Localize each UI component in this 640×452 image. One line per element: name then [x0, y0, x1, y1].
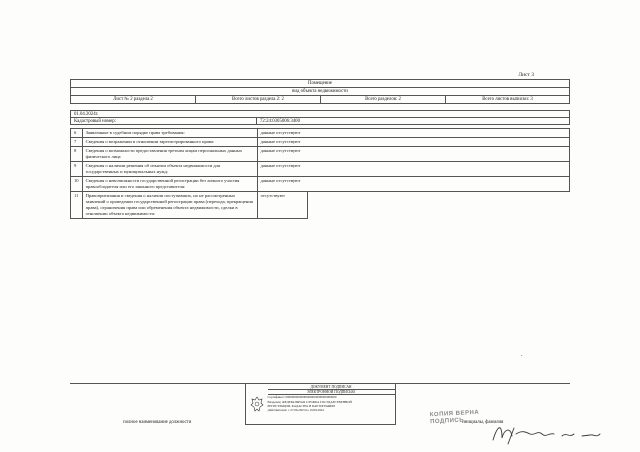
row-value: отсутствуют	[257, 192, 307, 219]
row-name: Правопритязания и сведения о наличии поступивших, но не рассмотренных заявлений о проведении государственной регистрации права (перехода, прекращения права), ограничения права или обременения объекта недвижимости, сделки в отношении объекта недвижимости:	[82, 192, 257, 219]
table-row	[71, 177, 570, 192]
signature-table	[70, 383, 570, 425]
owner-line: Владелец: ФЕДЕРАЛЬНАЯ СЛУЖБА ГОСУДАРСТВЕННОЙ	[267, 399, 352, 404]
total-sheets-section: Всего листов раздела 2: 2	[196, 96, 321, 104]
certificate-line: Сертификат: 00000000000000000000000000000000	[267, 395, 337, 400]
table-row	[71, 162, 570, 177]
cadastral-table	[70, 117, 570, 125]
handwritten-signature	[490, 420, 610, 446]
row-number: 8	[71, 147, 83, 162]
row-value: данные отсутствуют	[257, 138, 569, 147]
name-caption: инициалы, фамилия	[395, 384, 570, 425]
row-value: данные отсутствуют	[257, 162, 569, 177]
total-sheets-extract: Всего листов выписки: 3	[446, 96, 570, 104]
row-name: Сведения о возможности предоставления третьим лицам персональных данных физического лица	[82, 147, 257, 162]
row-number: 6	[71, 129, 83, 138]
table-row	[71, 129, 570, 138]
stamp-line-2: ПОДПИСЬ	[430, 417, 465, 426]
sheet-number: Лист 3	[518, 72, 534, 78]
table-row	[71, 138, 570, 147]
row-spacer	[307, 192, 569, 219]
row-number: 9	[71, 162, 83, 177]
validity-line: Действителен: с 27.06.2023 по 19.09.2024	[267, 408, 324, 413]
total-sections: Всего разделов: 2	[321, 96, 446, 104]
copy-certified-stamp	[430, 410, 480, 427]
scan-speck: •	[521, 353, 523, 358]
row-number: 7	[71, 138, 83, 147]
coat-of-arms-icon	[246, 384, 268, 424]
header-table	[70, 79, 570, 104]
signature-title: ДОКУМЕНТ ПОДПИСАН	[268, 385, 395, 390]
extract-date: 01.04.2024г.	[71, 111, 570, 118]
cadastral-number: 72:24:0305006:3400	[257, 118, 570, 125]
row-value: данные отсутствуют	[257, 177, 569, 192]
cadastral-label: Кадастровый номер:	[71, 118, 257, 125]
row-name: Заявленные в судебном порядке права требования:	[82, 129, 257, 138]
row-name: Сведения о невозможности государственной регистрации без личного участия правообладателя или его законного представителя:	[82, 177, 257, 192]
e-signature-stamp	[245, 384, 395, 425]
row-name: Сведения о наличии решения об изъятии объекта недвижимости для государственных и муниципальных нужд:	[82, 162, 257, 177]
stamp-line-1: КОПИЯ ВЕРНА	[429, 409, 480, 419]
object-kind-caption: вид объекта недвижимости	[71, 88, 570, 96]
row-number: 11	[71, 192, 83, 219]
row-name: Сведения о возражении в отношении зарегистрированного права:	[82, 138, 257, 147]
row-value: данные отсутствуют	[257, 129, 569, 138]
records-table	[70, 128, 570, 219]
signature-subtitle: ЭЛЕКТРОННОЙ ПОДПИСЬЮ	[268, 390, 395, 395]
sheet-of-section: Лист № 2 раздела 2	[71, 96, 196, 104]
object-type: Помещение	[71, 80, 570, 88]
owner-line-continued: РЕГИСТРАЦИИ, КАДАСТРА И КАРТОГРАФИИ	[267, 403, 335, 408]
table-row	[71, 147, 570, 162]
row-number: 10	[71, 177, 83, 192]
position-caption: полное наименование должности	[70, 384, 245, 425]
table-row	[71, 192, 570, 219]
row-value: данные отсутствуют	[257, 147, 569, 162]
